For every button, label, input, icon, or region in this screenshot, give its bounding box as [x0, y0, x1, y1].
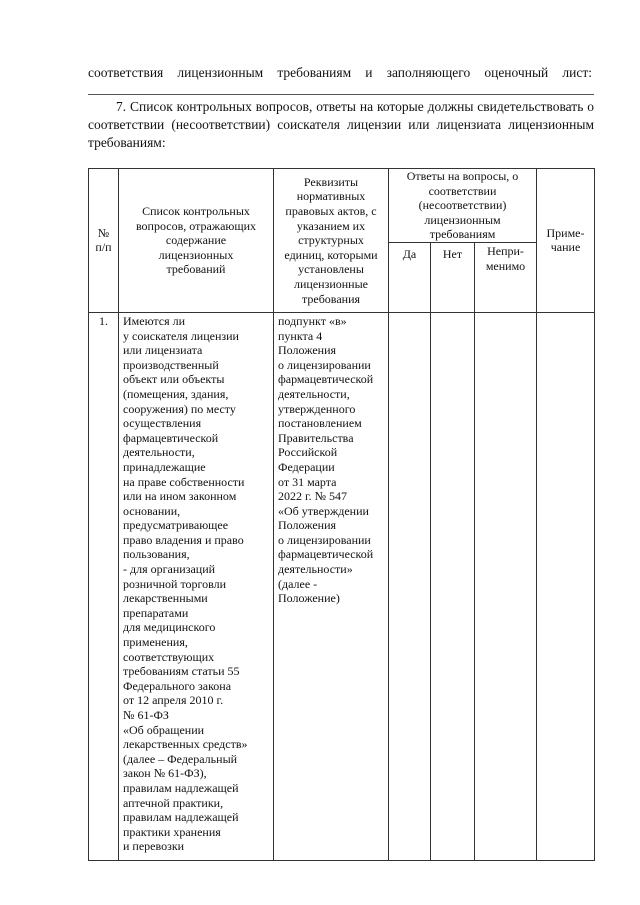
checklist-table [88, 168, 595, 861]
row-answer-no [431, 312, 475, 860]
header-notes: Приме- чание [537, 169, 595, 313]
table-row [89, 312, 595, 860]
section-intro: 7. Список контрольных вопросов, ответы на которые должны свидетельствовать о соответствии (несоответствии) соискателя лицензии или лицензиата лицензионным требованиям: [88, 99, 594, 150]
row-number: 1. [89, 312, 119, 860]
header-answer-yes: Да [389, 242, 431, 312]
header-requisites: Реквизиты нормативных правовых актов, с указанием их структурных единиц, которыми установлены лицензионные требования [274, 169, 389, 313]
header-number: № п/п [89, 169, 119, 313]
header-questions: Список контрольных вопросов, отражающих содержание лицензионных требований [119, 169, 274, 313]
divider-line [88, 94, 594, 95]
row-requisites: подпункт «в» пункта 4 Положения о лицензировании фармацевтической деятельности, утвержденного постановлением Правительства Российской Федерации от 31 марта 2022 г. № 547 «Об утверждении Положения о лицензировании фармацевтической деятельности» (далее - Положение) [274, 312, 389, 860]
row-question: Имеются ли у соискателя лицензии или лицензиата производственный объект или объекты (помещения, здания, сооружения) по месту осуществления фармацевтической деятельности, принадлежащие на праве собственности или на ином законном основании, предусматривающее право владения и право пользования, - для организаций розничной торговли лекарственными препаратами для медицинского применения, соответствующих требованиям статьи 55 Федерального закона от 12 апреля 2010 г. № 61-ФЗ «Об обращении лекарственных средств» (далее – Федеральный закон № 61-ФЗ), правилам надлежащей аптечной практики, правилам надлежащей практики хранения и перевозки [119, 312, 274, 860]
header-answer-na: Непри- менимо [475, 242, 537, 312]
header-answer-no: Нет [431, 242, 475, 312]
row-answer-yes [389, 312, 431, 860]
row-answer-na [475, 312, 537, 860]
continuation-text: соответствия лицензионным требованиям и заполняющего оценочный лист: [88, 65, 592, 80]
row-notes [537, 312, 595, 860]
header-answers-group: Ответы на вопросы, о соответствии (несоответствии) лицензионным требованиям [389, 169, 537, 243]
